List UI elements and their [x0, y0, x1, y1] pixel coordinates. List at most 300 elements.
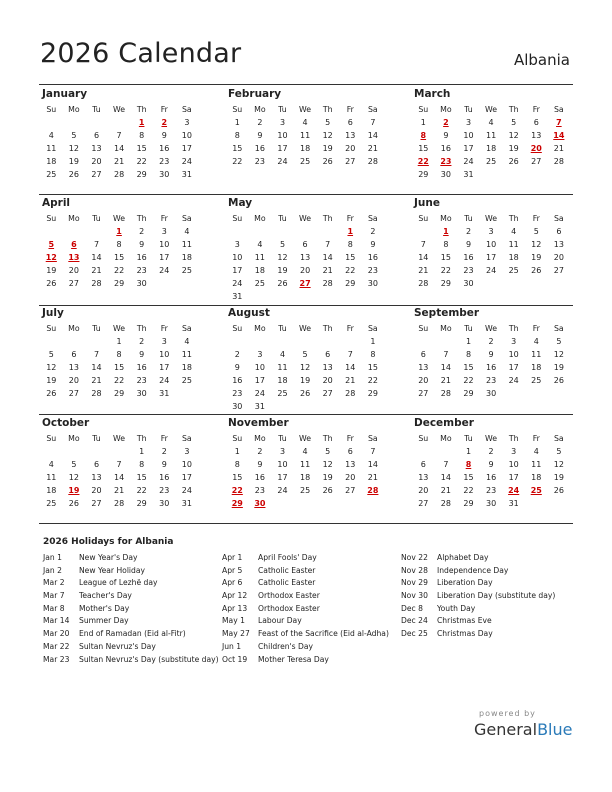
- day-cell[interactable]: 5: [511, 118, 517, 127]
- day-cell[interactable]: 17: [508, 363, 519, 372]
- day-cell[interactable]: 16: [463, 253, 474, 262]
- day-cell[interactable]: 5: [533, 227, 539, 236]
- day-cell[interactable]: 28: [345, 389, 356, 398]
- day-cell[interactable]: 24: [181, 157, 192, 166]
- day-cell[interactable]: 14: [91, 363, 102, 372]
- day-cell[interactable]: 1: [234, 118, 240, 127]
- day-cell[interactable]: 25: [181, 376, 192, 385]
- day-cell[interactable]: 10: [159, 350, 170, 359]
- day-cell[interactable]: 11: [485, 131, 497, 140]
- day-cell[interactable]: 4: [488, 118, 494, 127]
- day-cell[interactable]: 29: [440, 279, 451, 288]
- day-cell[interactable]: 20: [322, 376, 333, 385]
- day-cell[interactable]: 28: [367, 157, 378, 166]
- day-cell[interactable]: 11: [531, 350, 542, 359]
- day-cell[interactable]: 27: [91, 170, 102, 179]
- day-cell[interactable]: 28: [440, 389, 451, 398]
- day-cell[interactable]: 12: [531, 240, 542, 249]
- day-cell[interactable]: 21: [418, 266, 429, 275]
- day-cell[interactable]: 29: [136, 499, 147, 508]
- day-cell[interactable]: 30: [159, 170, 170, 179]
- day-cell[interactable]: 1: [370, 337, 376, 346]
- day-cell[interactable]: 9: [161, 131, 167, 140]
- day-cell[interactable]: 4: [184, 227, 190, 236]
- day-cell[interactable]: 13: [299, 253, 311, 262]
- day-cell[interactable]: 1: [465, 337, 472, 346]
- day-cell[interactable]: 21: [91, 376, 102, 385]
- day-cell[interactable]: 2: [139, 337, 145, 346]
- day-cell[interactable]: 11: [508, 240, 519, 249]
- day-cell[interactable]: 24: [277, 486, 288, 495]
- day-cell[interactable]: 26: [322, 486, 333, 495]
- day-cell[interactable]: 4: [302, 447, 308, 456]
- day-cell[interactable]: 13: [553, 240, 564, 249]
- day-cell[interactable]: 7: [325, 240, 331, 249]
- day-cell[interactable]: 16: [136, 363, 147, 372]
- day-cell[interactable]: 17: [277, 473, 288, 482]
- day-cell[interactable]: 2: [257, 118, 263, 127]
- day-cell[interactable]: 30: [463, 279, 474, 288]
- day-cell[interactable]: 26: [277, 279, 288, 288]
- day-cell[interactable]: 8: [370, 350, 376, 359]
- day-cell[interactable]: 10: [485, 240, 497, 249]
- day-cell[interactable]: 24: [159, 266, 170, 275]
- day-cell[interactable]: 22: [113, 266, 125, 275]
- day-cell[interactable]: 26: [553, 486, 564, 495]
- day-cell[interactable]: 21: [113, 486, 125, 495]
- day-cell[interactable]: 17: [485, 253, 497, 262]
- holiday-day-cell[interactable]: 7: [556, 118, 562, 127]
- day-cell[interactable]: 4: [184, 337, 190, 346]
- day-cell[interactable]: 28: [91, 389, 102, 398]
- day-cell[interactable]: 23: [485, 376, 497, 385]
- day-cell[interactable]: 22: [345, 266, 356, 275]
- day-cell[interactable]: 6: [347, 118, 353, 127]
- day-cell[interactable]: 7: [420, 240, 426, 249]
- day-cell[interactable]: 11: [46, 473, 57, 482]
- day-cell[interactable]: 11: [181, 240, 192, 249]
- day-cell[interactable]: 31: [159, 389, 170, 398]
- holiday-day-cell[interactable]: 1: [138, 118, 145, 127]
- day-cell[interactable]: 13: [68, 363, 79, 372]
- day-cell[interactable]: 4: [511, 227, 517, 236]
- day-cell[interactable]: 3: [161, 227, 167, 236]
- day-cell[interactable]: 4: [48, 460, 54, 469]
- day-cell[interactable]: 2: [234, 350, 240, 359]
- day-cell[interactable]: 14: [367, 131, 378, 140]
- day-cell[interactable]: 2: [161, 447, 167, 456]
- day-cell[interactable]: 21: [322, 266, 333, 275]
- day-cell[interactable]: 22: [367, 376, 378, 385]
- day-cell[interactable]: 19: [531, 253, 542, 262]
- day-cell[interactable]: 21: [91, 266, 102, 275]
- day-cell[interactable]: 20: [68, 266, 79, 275]
- day-cell[interactable]: 17: [181, 473, 192, 482]
- day-cell[interactable]: 29: [367, 389, 378, 398]
- day-cell[interactable]: 11: [299, 131, 311, 140]
- day-cell[interactable]: 6: [93, 460, 100, 469]
- day-cell[interactable]: 9: [161, 460, 167, 469]
- day-cell[interactable]: 23: [136, 266, 147, 275]
- day-cell[interactable]: 3: [279, 118, 286, 127]
- day-cell[interactable]: 30: [367, 279, 378, 288]
- day-cell[interactable]: 18: [46, 486, 57, 495]
- day-cell[interactable]: 7: [93, 350, 100, 359]
- day-cell[interactable]: 5: [279, 240, 286, 249]
- day-cell[interactable]: 4: [302, 118, 308, 127]
- day-cell[interactable]: 31: [181, 170, 192, 179]
- holiday-day-cell[interactable]: 2: [161, 118, 168, 127]
- day-cell[interactable]: 7: [443, 460, 449, 469]
- day-cell[interactable]: 30: [485, 389, 497, 398]
- day-cell[interactable]: 9: [488, 460, 494, 469]
- day-cell[interactable]: 3: [511, 447, 517, 456]
- day-cell[interactable]: 20: [418, 486, 429, 495]
- day-cell[interactable]: 25: [531, 376, 542, 385]
- generalblue-logo[interactable]: [474, 720, 572, 739]
- day-cell[interactable]: 10: [254, 363, 265, 372]
- day-cell[interactable]: 8: [465, 350, 472, 359]
- day-cell[interactable]: 16: [159, 144, 170, 153]
- day-cell[interactable]: 6: [302, 240, 308, 249]
- holiday-day-cell[interactable]: 8: [465, 460, 472, 469]
- day-cell[interactable]: 31: [181, 499, 192, 508]
- day-cell[interactable]: 24: [508, 376, 519, 385]
- day-cell[interactable]: 6: [533, 118, 539, 127]
- day-cell[interactable]: 19: [553, 363, 564, 372]
- day-cell[interactable]: 23: [254, 157, 265, 166]
- day-cell[interactable]: 29: [136, 170, 147, 179]
- day-cell[interactable]: 10: [463, 131, 474, 140]
- day-cell[interactable]: 31: [463, 170, 474, 179]
- day-cell[interactable]: 11: [531, 460, 542, 469]
- day-cell[interactable]: 10: [159, 240, 170, 249]
- day-cell[interactable]: 16: [485, 363, 497, 372]
- day-cell[interactable]: 28: [440, 499, 451, 508]
- day-cell[interactable]: 18: [46, 157, 57, 166]
- day-cell[interactable]: 14: [440, 363, 451, 372]
- day-cell[interactable]: 2: [488, 447, 494, 456]
- holiday-day-cell[interactable]: 5: [48, 240, 55, 249]
- day-cell[interactable]: 13: [345, 460, 356, 469]
- day-cell[interactable]: 29: [345, 279, 356, 288]
- holiday-day-cell[interactable]: 12: [45, 253, 57, 262]
- day-cell[interactable]: 14: [345, 363, 356, 372]
- day-cell[interactable]: 18: [299, 144, 311, 153]
- holiday-day-cell[interactable]: 1: [347, 227, 354, 236]
- day-cell[interactable]: 3: [465, 118, 472, 127]
- day-cell[interactable]: 16: [136, 253, 147, 262]
- day-cell[interactable]: 25: [254, 279, 265, 288]
- day-cell[interactable]: 28: [113, 499, 125, 508]
- day-cell[interactable]: 30: [440, 170, 451, 179]
- day-cell[interactable]: 18: [485, 144, 497, 153]
- day-cell[interactable]: 19: [322, 144, 333, 153]
- day-cell[interactable]: 15: [367, 363, 378, 372]
- day-cell[interactable]: 15: [463, 363, 474, 372]
- day-cell[interactable]: 26: [299, 389, 311, 398]
- day-cell[interactable]: 24: [485, 266, 497, 275]
- day-cell[interactable]: 15: [345, 253, 356, 262]
- day-cell[interactable]: 19: [299, 376, 311, 385]
- day-cell[interactable]: 24: [463, 157, 474, 166]
- holiday-day-cell[interactable]: 1: [116, 227, 122, 236]
- day-cell[interactable]: 4: [48, 131, 54, 140]
- day-cell[interactable]: 17: [181, 144, 192, 153]
- day-cell[interactable]: 4: [279, 350, 286, 359]
- day-cell[interactable]: 31: [508, 499, 519, 508]
- day-cell[interactable]: 28: [418, 279, 429, 288]
- day-cell[interactable]: 27: [322, 389, 333, 398]
- day-cell[interactable]: 19: [68, 157, 79, 166]
- day-cell[interactable]: 18: [299, 473, 311, 482]
- day-cell[interactable]: 10: [277, 131, 288, 140]
- holiday-day-cell[interactable]: 27: [299, 279, 311, 288]
- day-cell[interactable]: 3: [234, 240, 240, 249]
- day-cell[interactable]: 9: [139, 350, 145, 359]
- day-cell[interactable]: 13: [531, 131, 542, 140]
- day-cell[interactable]: 2: [257, 447, 263, 456]
- day-cell[interactable]: 4: [257, 240, 263, 249]
- day-cell[interactable]: 28: [553, 157, 564, 166]
- day-cell[interactable]: 21: [345, 376, 356, 385]
- day-cell[interactable]: 26: [322, 157, 333, 166]
- day-cell[interactable]: 24: [277, 157, 288, 166]
- day-cell[interactable]: 9: [370, 240, 376, 249]
- day-cell[interactable]: 20: [345, 144, 356, 153]
- day-cell[interactable]: 22: [463, 376, 474, 385]
- day-cell[interactable]: 10: [508, 350, 519, 359]
- day-cell[interactable]: 26: [46, 279, 57, 288]
- day-cell[interactable]: 22: [232, 157, 243, 166]
- day-cell[interactable]: 27: [345, 486, 356, 495]
- day-cell[interactable]: 6: [93, 131, 100, 140]
- day-cell[interactable]: 16: [254, 144, 265, 153]
- day-cell[interactable]: 9: [488, 350, 494, 359]
- holiday-day-cell[interactable]: 2: [443, 118, 449, 127]
- day-cell[interactable]: 12: [68, 144, 79, 153]
- day-cell[interactable]: 30: [485, 499, 497, 508]
- holiday-day-cell[interactable]: 22: [231, 486, 243, 495]
- day-cell[interactable]: 5: [325, 118, 331, 127]
- day-cell[interactable]: 30: [136, 279, 147, 288]
- day-cell[interactable]: 5: [556, 447, 562, 456]
- holiday-day-cell[interactable]: 14: [553, 131, 565, 140]
- day-cell[interactable]: 11: [299, 460, 311, 469]
- day-cell[interactable]: 14: [322, 253, 333, 262]
- day-cell[interactable]: 20: [345, 473, 356, 482]
- day-cell[interactable]: 25: [299, 486, 311, 495]
- day-cell[interactable]: 14: [440, 473, 451, 482]
- day-cell[interactable]: 5: [556, 337, 562, 346]
- day-cell[interactable]: 1: [139, 447, 145, 456]
- day-cell[interactable]: 10: [232, 253, 243, 262]
- day-cell[interactable]: 15: [136, 473, 147, 482]
- day-cell[interactable]: 26: [68, 499, 79, 508]
- day-cell[interactable]: 23: [254, 486, 265, 495]
- day-cell[interactable]: 24: [159, 376, 170, 385]
- day-cell[interactable]: 5: [325, 447, 331, 456]
- day-cell[interactable]: 20: [553, 253, 564, 262]
- day-cell[interactable]: 13: [345, 131, 356, 140]
- day-cell[interactable]: 4: [533, 337, 539, 346]
- day-cell[interactable]: 19: [508, 144, 519, 153]
- day-cell[interactable]: 13: [91, 144, 102, 153]
- day-cell[interactable]: 6: [420, 350, 426, 359]
- day-cell[interactable]: 18: [254, 266, 265, 275]
- day-cell[interactable]: 20: [418, 376, 429, 385]
- day-cell[interactable]: 10: [181, 460, 192, 469]
- holiday-day-cell[interactable]: 29: [231, 499, 243, 508]
- day-cell[interactable]: 18: [181, 363, 192, 372]
- day-cell[interactable]: 28: [113, 170, 125, 179]
- holiday-day-cell[interactable]: 30: [254, 499, 266, 508]
- day-cell[interactable]: 27: [91, 499, 102, 508]
- day-cell[interactable]: 17: [159, 363, 170, 372]
- day-cell[interactable]: 24: [181, 486, 192, 495]
- day-cell[interactable]: 25: [508, 266, 519, 275]
- day-cell[interactable]: 18: [181, 253, 192, 262]
- day-cell[interactable]: 15: [113, 253, 125, 262]
- day-cell[interactable]: 27: [531, 157, 542, 166]
- day-cell[interactable]: 3: [161, 337, 167, 346]
- day-cell[interactable]: 12: [277, 253, 288, 262]
- holiday-day-cell[interactable]: 23: [440, 157, 452, 166]
- day-cell[interactable]: 8: [443, 240, 449, 249]
- day-cell[interactable]: 22: [136, 486, 147, 495]
- day-cell[interactable]: 31: [232, 292, 243, 301]
- day-cell[interactable]: 11: [254, 253, 265, 262]
- day-cell[interactable]: 9: [443, 131, 449, 140]
- day-cell[interactable]: 16: [159, 473, 170, 482]
- day-cell[interactable]: 12: [322, 460, 333, 469]
- day-cell[interactable]: 25: [277, 389, 288, 398]
- day-cell[interactable]: 3: [488, 227, 494, 236]
- holiday-day-cell[interactable]: 20: [530, 144, 542, 153]
- day-cell[interactable]: 28: [91, 279, 102, 288]
- day-cell[interactable]: 26: [553, 376, 564, 385]
- day-cell[interactable]: 9: [234, 363, 240, 372]
- day-cell[interactable]: 14: [91, 253, 102, 262]
- day-cell[interactable]: 22: [113, 376, 125, 385]
- day-cell[interactable]: 24: [232, 279, 243, 288]
- day-cell[interactable]: 6: [325, 350, 331, 359]
- day-cell[interactable]: 8: [234, 131, 240, 140]
- day-cell[interactable]: 27: [418, 389, 429, 398]
- holiday-day-cell[interactable]: 8: [420, 131, 427, 140]
- day-cell[interactable]: 29: [418, 170, 429, 179]
- day-cell[interactable]: 21: [553, 144, 564, 153]
- day-cell[interactable]: 14: [113, 473, 125, 482]
- day-cell[interactable]: 6: [347, 447, 353, 456]
- day-cell[interactable]: 29: [113, 279, 125, 288]
- day-cell[interactable]: 8: [234, 460, 240, 469]
- day-cell[interactable]: 3: [184, 447, 190, 456]
- day-cell[interactable]: 11: [277, 363, 288, 372]
- day-cell[interactable]: 19: [322, 473, 333, 482]
- day-cell[interactable]: 23: [485, 486, 497, 495]
- day-cell[interactable]: 27: [68, 279, 79, 288]
- day-cell[interactable]: 20: [91, 486, 102, 495]
- day-cell[interactable]: 23: [367, 266, 378, 275]
- day-cell[interactable]: 10: [277, 460, 288, 469]
- day-cell[interactable]: 3: [184, 118, 190, 127]
- day-cell[interactable]: 29: [463, 499, 474, 508]
- day-cell[interactable]: 14: [367, 460, 378, 469]
- day-cell[interactable]: 18: [531, 363, 542, 372]
- day-cell[interactable]: 5: [71, 131, 77, 140]
- day-cell[interactable]: 3: [511, 337, 517, 346]
- day-cell[interactable]: 26: [508, 157, 519, 166]
- day-cell[interactable]: 8: [139, 460, 145, 469]
- day-cell[interactable]: 7: [116, 460, 122, 469]
- day-cell[interactable]: 30: [159, 499, 170, 508]
- day-cell[interactable]: 22: [463, 486, 474, 495]
- day-cell[interactable]: 25: [46, 499, 57, 508]
- day-cell[interactable]: 21: [440, 376, 451, 385]
- day-cell[interactable]: 17: [508, 473, 519, 482]
- holiday-day-cell[interactable]: 19: [68, 486, 80, 495]
- day-cell[interactable]: 16: [440, 144, 451, 153]
- day-cell[interactable]: 13: [418, 363, 429, 372]
- day-cell[interactable]: 15: [113, 363, 125, 372]
- day-cell[interactable]: 21: [113, 157, 125, 166]
- holiday-day-cell[interactable]: 25: [530, 486, 542, 495]
- day-cell[interactable]: 18: [277, 376, 288, 385]
- day-cell[interactable]: 7: [116, 131, 122, 140]
- day-cell[interactable]: 4: [533, 447, 539, 456]
- day-cell[interactable]: 3: [257, 350, 263, 359]
- day-cell[interactable]: 12: [322, 131, 333, 140]
- day-cell[interactable]: 21: [367, 473, 378, 482]
- day-cell[interactable]: 7: [370, 447, 376, 456]
- day-cell[interactable]: 8: [116, 240, 122, 249]
- day-cell[interactable]: 31: [254, 402, 265, 411]
- holiday-day-cell[interactable]: 24: [508, 486, 520, 495]
- day-cell[interactable]: 13: [91, 473, 102, 482]
- day-cell[interactable]: 19: [46, 376, 57, 385]
- day-cell[interactable]: 8: [116, 350, 122, 359]
- day-cell[interactable]: 2: [465, 227, 472, 236]
- day-cell[interactable]: 7: [370, 118, 376, 127]
- day-cell[interactable]: 12: [68, 473, 79, 482]
- day-cell[interactable]: 2: [488, 337, 494, 346]
- day-cell[interactable]: 21: [440, 486, 451, 495]
- day-cell[interactable]: 20: [68, 376, 79, 385]
- day-cell[interactable]: 20: [299, 266, 311, 275]
- day-cell[interactable]: 25: [181, 266, 192, 275]
- holiday-day-cell[interactable]: 1: [443, 227, 449, 236]
- day-cell[interactable]: 16: [367, 253, 378, 262]
- day-cell[interactable]: 25: [46, 170, 57, 179]
- day-cell[interactable]: 19: [277, 266, 288, 275]
- day-cell[interactable]: 19: [46, 266, 57, 275]
- day-cell[interactable]: 16: [485, 473, 497, 482]
- day-cell[interactable]: 17: [277, 144, 288, 153]
- day-cell[interactable]: 26: [46, 389, 57, 398]
- day-cell[interactable]: 15: [136, 144, 147, 153]
- day-cell[interactable]: 2: [139, 227, 145, 236]
- day-cell[interactable]: 2: [370, 227, 376, 236]
- holiday-day-cell[interactable]: 6: [71, 240, 77, 249]
- day-cell[interactable]: 9: [465, 240, 472, 249]
- day-cell[interactable]: 17: [159, 253, 170, 262]
- day-cell[interactable]: 1: [465, 447, 472, 456]
- day-cell[interactable]: 5: [302, 350, 308, 359]
- day-cell[interactable]: 26: [531, 266, 542, 275]
- day-cell[interactable]: 1: [420, 118, 426, 127]
- day-cell[interactable]: 18: [531, 473, 542, 482]
